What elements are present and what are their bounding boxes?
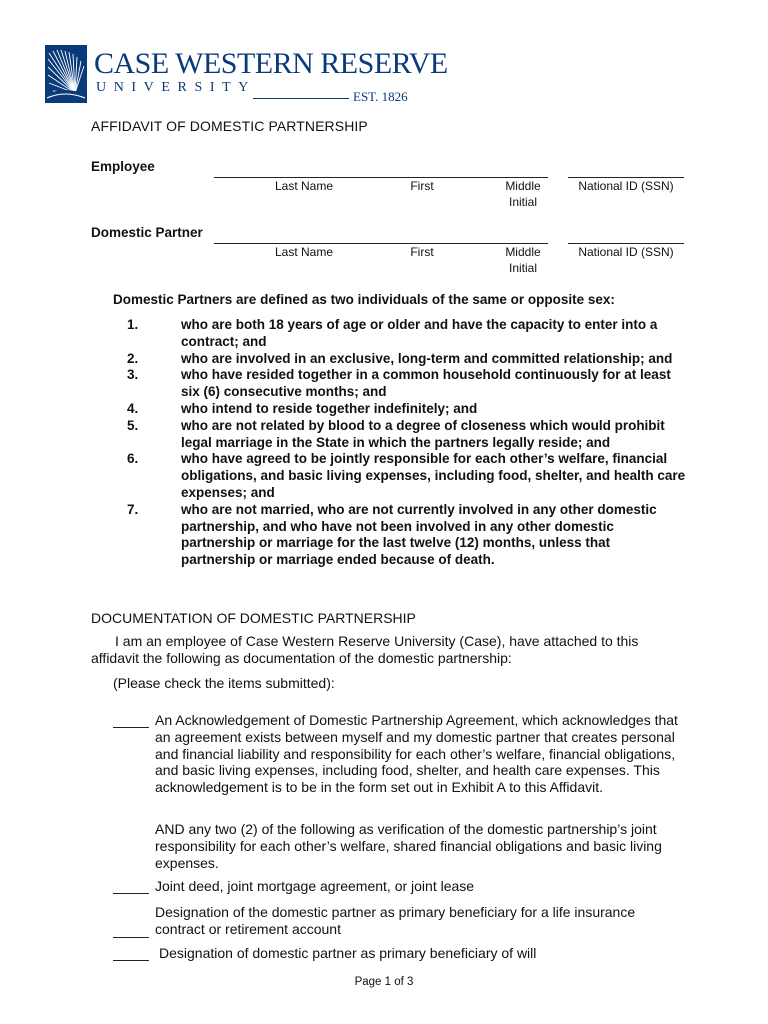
definition-text: who are involved in an exclusive, long-term and committed relationship; and xyxy=(181,350,673,366)
partner-ssn-caption: National ID (SSN) xyxy=(578,245,674,259)
definition-text: who have agreed to be jointly responsible for each other’s welfare, financial obligations, and basic living expenses, including food, shelter, and health care expenses; and xyxy=(181,451,686,500)
employee-first-caption: First xyxy=(410,179,434,193)
check-instructions: (Please check the items submitted): xyxy=(113,675,335,691)
definition-number: 2. xyxy=(127,350,139,366)
definition-item xyxy=(127,317,687,351)
employee-middle-caption: Middle Initial xyxy=(505,179,541,209)
definition-text: who are not related by blood to a degree of closeness which would prohibit legal marriage in the State in which the partners legally reside; and xyxy=(181,417,665,450)
checkbox-blank-joint-deed[interactable] xyxy=(113,893,149,894)
definition-number: 6. xyxy=(127,451,139,467)
definition-number: 1. xyxy=(127,317,139,332)
definition-item xyxy=(127,418,687,452)
definition-text: who intend to reside together indefinitely; and xyxy=(181,400,478,416)
item-acknowledgement: An Acknowledgement of Domestic Partnership Agreement, which acknowledges that an agreement exists between myself and my domestic partner that creates personal and financial liability and responsibility for each other’s welfare, financial obligations, and basic living expenses, including food, shelter, and health care expenses. This acknowledgement is to be in the form set out in Exhibit A to this Affidavit. xyxy=(155,712,678,796)
definitions-heading: Domestic Partners are defined as two individuals of the same or opposite sex: xyxy=(113,292,615,307)
checkbox-blank-life-insurance[interactable] xyxy=(113,937,149,938)
checkbox-blank-will[interactable] xyxy=(113,960,149,961)
university-logo xyxy=(45,45,448,105)
definition-number: 4. xyxy=(127,400,139,416)
item-any-two-note: AND any two (2) of the following as verification of the domestic partnership’s joint responsibility for each other’s welfare, shared financial obligations and basic living expenses. xyxy=(155,821,662,871)
definition-number: 7. xyxy=(127,501,139,517)
item-will-beneficiary: Designation of domestic partner as primary beneficiary of will xyxy=(159,945,537,961)
definition-item xyxy=(127,502,687,569)
definitions-list xyxy=(127,317,687,569)
definition-item xyxy=(127,401,687,418)
definition-item xyxy=(127,351,687,368)
logo-rule xyxy=(253,98,349,99)
item-life-insurance: Designation of the domestic partner as primary beneficiary for a life insurance contract or retirement account xyxy=(155,904,636,937)
employee-ssn-caption: National ID (SSN) xyxy=(578,179,674,193)
definition-text: who have resided together in a common household continuously for at least six (6) consecutive months; and xyxy=(181,367,671,400)
definition-text: who are not married, who are not currently involved in any other domestic partnership, and who have not been involved in any other domestic partnership or marriage for the last twelve (12) months, unless that partnership or marriage ended because of death. xyxy=(181,501,657,568)
employee-label: Employee xyxy=(91,159,155,174)
starburst-emblem-icon xyxy=(45,45,87,103)
partner-middle-caption: Middle Initial xyxy=(505,245,541,275)
item-joint-deed: Joint deed, joint mortgage agreement, or joint lease xyxy=(155,878,475,894)
documentation-intro: I am an employee of Case Western Reserve University (Case), have attached to this affidavit the following as documentation of the domestic partnership: xyxy=(91,633,639,666)
page-number: Page 1 of 3 xyxy=(354,976,414,988)
checkbox-blank-acknowledgement[interactable] xyxy=(113,727,149,728)
document-title: AFFIDAVIT OF DOMESTIC PARTNERSHIP xyxy=(91,118,368,134)
logo-wordmark: CASE WESTERN RESERVE xyxy=(94,47,448,80)
definition-number: 5. xyxy=(127,417,139,433)
partner-last-name-caption: Last Name xyxy=(274,245,334,259)
documentation-heading: DOCUMENTATION OF DOMESTIC PARTNERSHIP xyxy=(91,610,416,626)
definition-text: who are both 18 years of age or older and have the capacity to enter into a contract; and xyxy=(181,317,658,349)
partner-first-caption: First xyxy=(410,245,434,259)
logo-established: EST. 1826 xyxy=(353,89,408,104)
logo-university: UNIVERSITY xyxy=(96,80,256,95)
domestic-partner-label: Domestic Partner xyxy=(91,225,203,240)
definition-item xyxy=(127,367,687,401)
employee-last-name-caption: Last Name xyxy=(274,179,334,193)
definition-number: 3. xyxy=(127,367,139,383)
definition-item xyxy=(127,451,687,501)
